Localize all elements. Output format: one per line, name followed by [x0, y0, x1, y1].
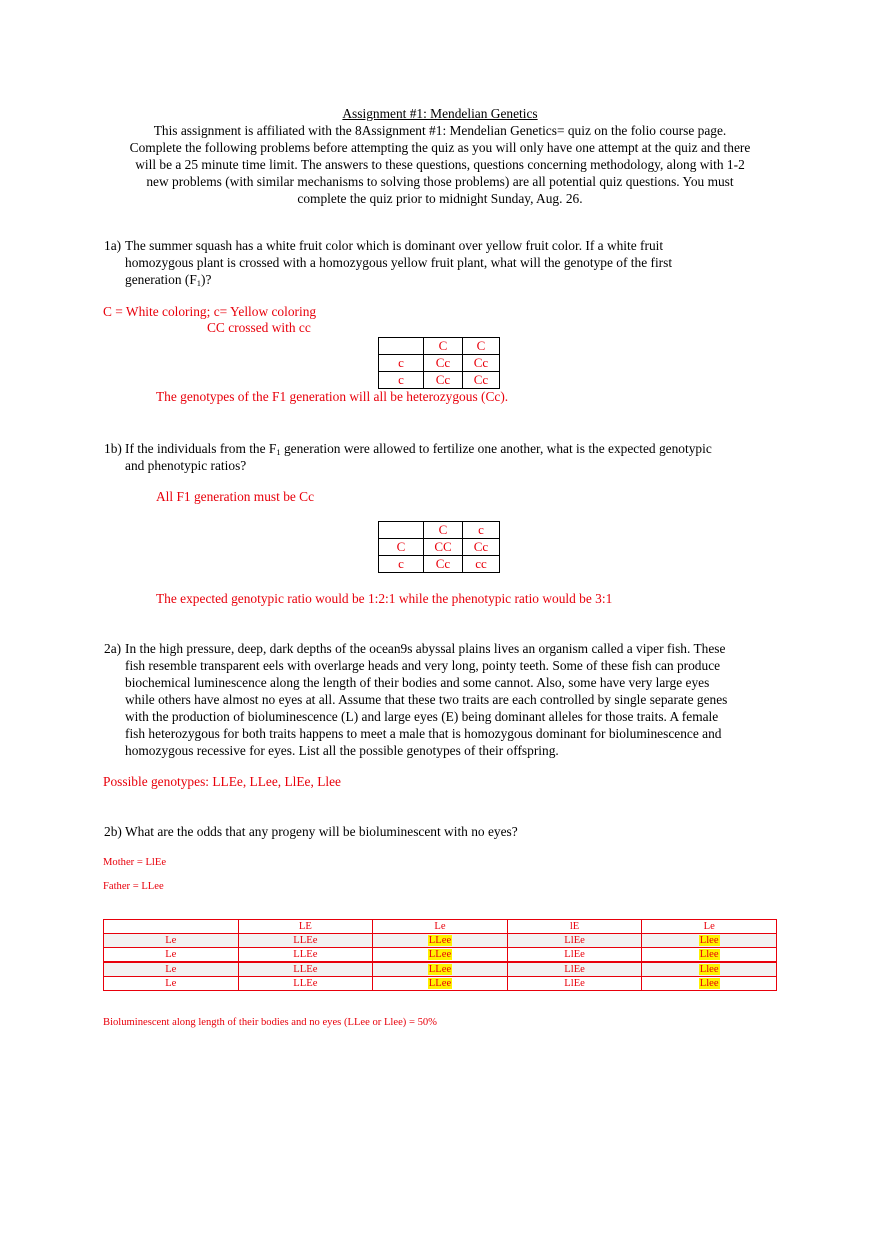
table-cell: CC [424, 539, 463, 556]
table-cell: C [463, 338, 500, 355]
table-cell: LlEe [507, 977, 642, 991]
answer-1a-definition: C = White coloring; c= Yellow coloring [103, 304, 317, 319]
question-number: 2b) [104, 824, 122, 839]
table-cell: C [379, 539, 424, 556]
table-cell: Le [104, 934, 239, 948]
table-cell: Le [373, 920, 508, 934]
question-text-line: homozygous recessive for eyes. List all the possible genotypes of their offspring. [125, 743, 559, 758]
table-row [104, 962, 777, 977]
punnett-square-1a [378, 337, 500, 389]
question-number: 1a) [104, 238, 122, 253]
table-cell [642, 934, 777, 948]
table-cell: C [424, 338, 463, 355]
table-row [104, 934, 777, 948]
question-text-line: fish heterozygous for both traits happens to meet a male that is homozygous dominant for bioluminescence and [125, 726, 722, 741]
table-cell: Cc [463, 539, 500, 556]
table-cell: Cc [424, 372, 463, 389]
highlighted-genotype: LLee [428, 935, 452, 946]
answer-1a-cross: CC crossed with cc [207, 320, 311, 335]
question-text-line: with the production of bioluminescence (L) and large eyes (E) being dominant alleles for those traits. A female [125, 709, 719, 724]
answer-2a: Possible genotypes: LLEe, LLee, LlEe, Llee [103, 774, 341, 789]
punnett-square-2b [103, 919, 777, 991]
question-text-line: In the high pressure, deep, dark depths of the ocean9s abyssal plains lives an organism called a viper fish. These [125, 641, 726, 656]
table-cell: LLEe [238, 962, 373, 977]
table-cell: Cc [424, 355, 463, 372]
highlighted-genotype: Llee [699, 978, 719, 989]
table-cell: lE [507, 920, 642, 934]
table-cell: LLEe [238, 948, 373, 963]
question-text-line: and phenotypic ratios? [125, 458, 247, 473]
header-line: This assignment is affiliated with the 8Assignment #1: Mendelian Genetics= quiz on the folio course page. [153, 123, 727, 138]
answer-1b-premise: All F1 generation must be Cc [156, 489, 315, 504]
highlighted-genotype: Llee [699, 949, 719, 960]
answer-1a-conclusion: The genotypes of the F1 generation will all be heterozygous (Cc). [156, 389, 509, 404]
table-cell: Cc [463, 355, 500, 372]
question-text-line: fish resemble transparent eels with overlarge heads and very long, pointy teeth. Some of these fish can produce [125, 658, 721, 673]
question-text-line: generation $(F_1)$? [125, 272, 212, 288]
table-cell [642, 977, 777, 991]
highlighted-genotype: Llee [699, 964, 719, 975]
table-row [104, 977, 777, 991]
question-text-line: homozygous plant is crossed with a homozygous yellow fruit plant, what will the genotype of the first [125, 255, 673, 270]
table-cell [373, 977, 508, 991]
table-cell: LE [238, 920, 373, 934]
table-cell [373, 948, 508, 963]
question-text-line: If the individuals from the $F_1$ generation were allowed to fertilize one another, what is the expected genotypic [125, 441, 712, 457]
header-line: will be a 25 minute time limit. The answers to these questions, questions concerning methodology, along with 1-2 [135, 157, 745, 172]
table-cell [642, 948, 777, 963]
answer-1b-conclusion: The expected genotypic ratio would be 1:2:1 while the phenotypic ratio would be 3:1 [156, 591, 613, 606]
table-cell: Cc [463, 372, 500, 389]
assignment-header [90, 105, 790, 207]
table-cell: C [424, 522, 463, 539]
table-cell: cc [463, 556, 500, 573]
punnett-square-1b [378, 521, 500, 573]
table-cell [379, 338, 424, 355]
question-text-line: biochemical luminescence along the length of their bodies and some cannot. Also, some have very large eyes [125, 675, 710, 690]
assignment-title: Assignment #1: Mendelian Genetics [342, 106, 538, 121]
question-number: 2a) [104, 641, 122, 656]
table-cell [373, 962, 508, 977]
table-cell: Le [642, 920, 777, 934]
highlighted-genotype: LLee [428, 978, 452, 989]
table-cell: LlEe [507, 962, 642, 977]
header-line: Complete the following problems before attempting the quiz as you will only have one attempt at the quiz and there [129, 140, 751, 155]
header-line: new problems (with similar mechanisms to solving those problems) are all potential quiz questions. You must [146, 174, 734, 189]
question-text-line: What are the odds that any progeny will be bioluminescent with no eyes? [125, 824, 518, 839]
table-cell: LlEe [507, 948, 642, 963]
table-cell: c [379, 556, 424, 573]
table-cell: c [379, 372, 424, 389]
table-cell: LLEe [238, 934, 373, 948]
table-row [104, 948, 777, 963]
table-cell: LLEe [238, 977, 373, 991]
header-line: complete the quiz prior to midnight Sunday, Aug. 26. [297, 191, 583, 206]
table-cell [379, 522, 424, 539]
father-genotype: Father = LLee [103, 881, 164, 892]
table-cell: Cc [424, 556, 463, 573]
highlighted-genotype: LLee [428, 949, 452, 960]
table-cell [373, 934, 508, 948]
table-cell: c [379, 355, 424, 372]
table-cell: LlEe [507, 934, 642, 948]
table-cell: Le [104, 948, 239, 963]
question-text-line: while others have almost no eyes at all. Assume that these two traits are each controlled by single separate genes [125, 692, 728, 707]
question-number: 1b) [104, 441, 122, 456]
mother-genotype: Mother = LlEe [103, 857, 167, 868]
highlighted-genotype: LLee [428, 964, 452, 975]
question-text-line: The summer squash has a white fruit color which is dominant over yellow fruit color. If a white fruit [125, 238, 664, 253]
table-cell: Le [104, 977, 239, 991]
table-cell: Le [104, 962, 239, 977]
table-cell [642, 962, 777, 977]
table-cell [104, 920, 239, 934]
table-cell: c [463, 522, 500, 539]
highlighted-genotype: Llee [699, 935, 719, 946]
answer-2b-conclusion: Bioluminescent along length of their bodies and no eyes (LLee or Llee) = 50% [103, 1017, 437, 1028]
